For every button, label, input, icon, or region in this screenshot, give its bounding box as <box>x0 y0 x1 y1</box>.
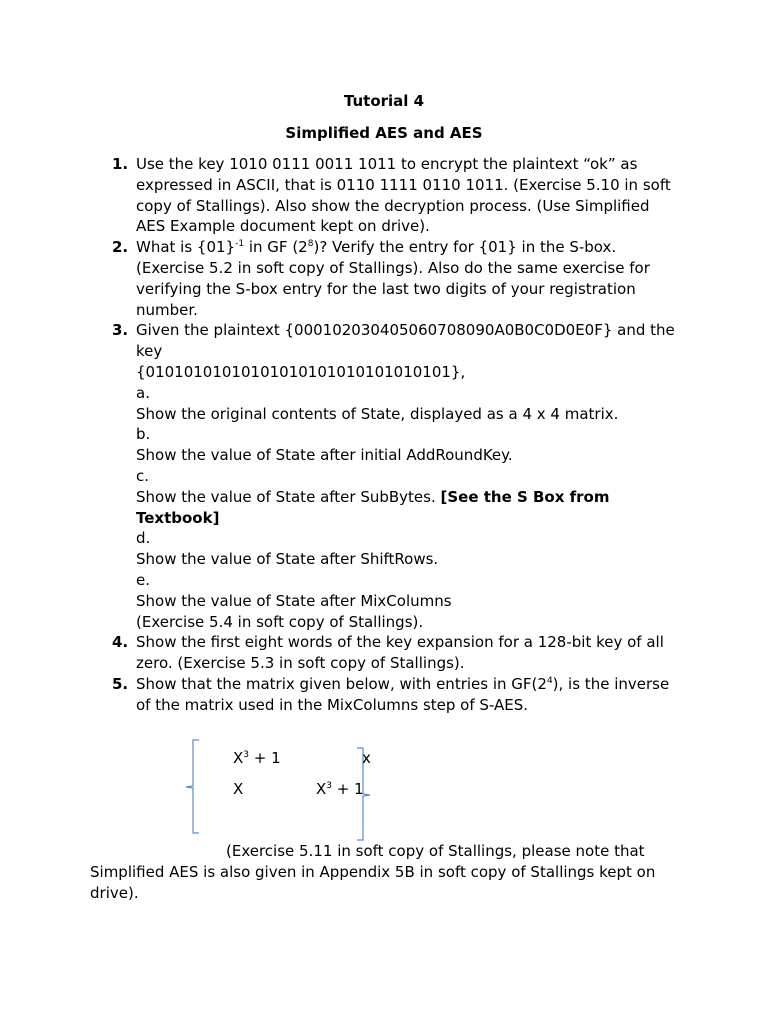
matrix-cell-r1c2: x <box>362 749 371 767</box>
question-number: 5. <box>112 674 129 693</box>
part-letter: a. <box>136 383 150 402</box>
part-text: Show the value of State after MixColumns <box>136 591 452 610</box>
part-letter: d. <box>136 529 151 548</box>
question-note: (Exercise 5.4 in soft copy of Stallings). <box>136 612 424 631</box>
part-text: Show the original contents of State, displayed as a 4 x 4 matrix. <box>136 404 619 423</box>
question-list <box>0 154 768 716</box>
question-text: Show that the matrix given below, with entries in $GF(2^4)$, is the inverse of the matrix used in the MixColumns step of S-AES. <box>136 674 670 714</box>
left-brace <box>186 740 199 833</box>
part-letter: b. <box>136 425 151 444</box>
question-1 <box>0 154 768 237</box>
question-4 <box>0 632 768 674</box>
matrix-cell-r2c2: $X^3 + 1$ <box>316 780 364 798</box>
question-number: 4. <box>112 633 129 652</box>
question-number: 2. <box>112 238 129 257</box>
part-text: Show the value of State after ShiftRows. <box>136 550 439 569</box>
part-text: Show the value of State after SubBytes. [See the S Box from Textbook] <box>136 487 610 527</box>
question-3 <box>0 320 768 632</box>
footer-note: (Exercise 5.11 in soft copy of Stallings, please note that Simplified AES is also given in Appendix 5B in soft copy of Stallings kept on drive). <box>90 842 656 902</box>
inverse-matrix <box>180 738 380 838</box>
matrix-cell-r1c1: $X^3 + 1$ <box>233 749 281 767</box>
part-letter: e. <box>136 570 150 589</box>
page-subtitle: Simplified AES and AES <box>285 124 483 142</box>
question-text: What is $\{01\}^{-1}$ in GF $(2^8)$? Verify the entry for {01} in the S-box. (Exercise 5.2 in soft copy of Stallings). Also do the same exercise for verifying the S-box entry for the last two digits of your registration number. <box>136 238 650 319</box>
question-text: Show the first eight words of the key expansion for a 128-bit key of all zero. (Exercise 5.3 in soft copy of Stallings). <box>136 633 664 673</box>
matrix-cell-r2c1: X <box>233 780 244 798</box>
question-key: {01010101010101010101010101010101}, <box>136 362 466 381</box>
question-5 <box>0 674 768 716</box>
question-text: Given the plaintext {000102030405060708090A0B0C0D0E0F} and the key <box>136 321 675 361</box>
question-text: Use the key 1010 0111 0011 1011 to encrypt the plaintext “ok” as expressed in ASCII, that is 0110 1111 0110 1011. (Exercise 5.10 in soft copy of Stallings). Also show the decryption process. (Use Simplified AES Example document kept on drive). <box>136 155 671 236</box>
part-text: Show the value of State after initial AddRoundKey. <box>136 446 513 465</box>
question-2 <box>0 237 768 320</box>
part-letter: c. <box>136 466 150 485</box>
part-bold-note: [See the S Box from Textbook] <box>136 487 610 527</box>
question-number: 1. <box>112 155 129 173</box>
page-title: Tutorial 4 <box>343 92 425 110</box>
question-number: 3. <box>112 321 129 340</box>
